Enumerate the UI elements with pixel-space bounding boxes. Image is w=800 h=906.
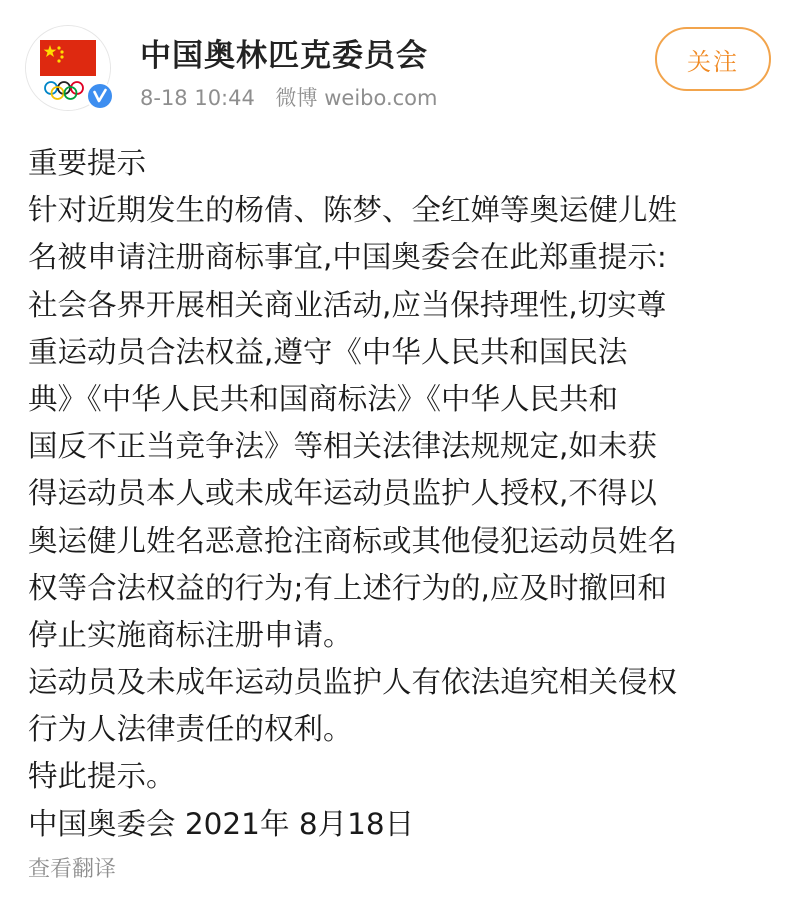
author-name[interactable]: 中国奥林匹克委员会 [140, 38, 428, 74]
post-time: 8-18 10:44 [140, 86, 255, 110]
view-translation-link[interactable]: 查看翻译 [28, 857, 117, 882]
post-text-line: 国反不正当竞争法》等相关法律法规规定,如未获 [28, 429, 657, 464]
post-header [0, 0, 800, 130]
post-text-line: 典》《中华人民共和国商标法》《中华人民共和 [28, 381, 619, 416]
post-text-line: 特此提示。 [28, 759, 176, 794]
post-text-line: 重运动员合法权益,遵守《中华人民共和国民法 [28, 334, 628, 369]
post-text-line: 停止实施商标注册申请。 [28, 617, 353, 652]
post-source: 微博 weibo.com [275, 86, 438, 110]
follow-button[interactable]: 关注 [655, 27, 771, 91]
post-meta [140, 82, 452, 112]
post-text-line: 社会各界开展相关商业活动,应当保持理性,切实尊 [28, 287, 667, 322]
post-text-line: 行为人法律责任的权利。 [28, 712, 353, 747]
post-text-line: 运动员及未成年运动员监护人有依法追究相关侵权 [28, 665, 678, 700]
post-text-line: 重要提示 [28, 146, 147, 180]
post-text-line: 针对近期发生的杨倩、陈梦、全红婵等奥运健儿姓 [28, 193, 678, 228]
post-text-line: 得运动员本人或未成年运动员监护人授权,不得以 [28, 476, 657, 511]
post-body [28, 140, 776, 848]
verified-badge-icon [86, 82, 114, 110]
post-text-line: 中国奥委会 2021年 8月18日 [28, 806, 415, 841]
post-text-line: 权等合法权益的行为;有上述行为的,应及时撤回和 [28, 570, 667, 605]
post-text-line: 奥运健儿姓名恶意抢注商标或其他侵犯运动员姓名 [28, 523, 678, 558]
post-text-line: 名被申请注册商标事宜,中国奥委会在此郑重提示: [28, 240, 667, 275]
